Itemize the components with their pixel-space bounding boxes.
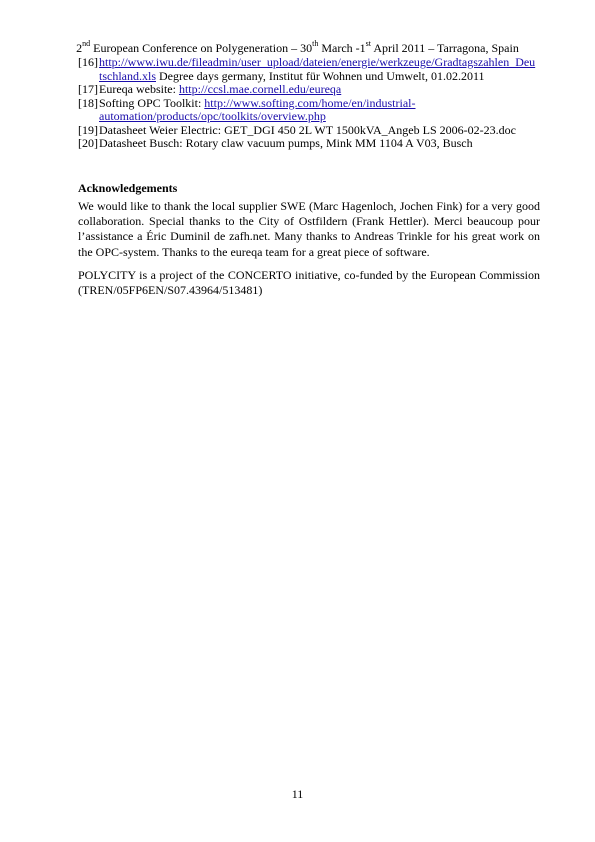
page-number: 11 <box>291 787 304 801</box>
reference-link-line1[interactable]: http://www.softing.com/home/en/industrial- <box>204 95 416 110</box>
reference-16 <box>78 56 540 83</box>
acknowledgements-paragraph: We would like to thank the local supplier SWE (Marc Hagenloch, Jochen Fink) for a very good collaboration. Special thanks to the City of Ostfildern (Frank Hettler). Merci beaucoup pour l’assistance a Éric Duminil de zafh.net. Many thanks to Andreas Trinkle for his great work on the OPC-system. Thanks to the eureqa team for a great piece of software. <box>78 199 540 259</box>
funding-paragraph: POLYCITY is a project of the CONCERTO initiative, co-funded by the European Commission (TREN/05FP6EN/S07.43964/513481) <box>78 268 540 298</box>
reference-text: Softing OPC Toolkit: <box>99 95 205 110</box>
reference-text: Eureqa website: <box>99 82 179 96</box>
header-part4: April 2011 – Tarragona, Spain <box>371 41 519 55</box>
header-sup3: st <box>365 39 372 48</box>
reference-body <box>99 83 540 97</box>
running-header <box>0 40 595 56</box>
header-sup2: th <box>312 39 319 48</box>
reference-20 <box>78 137 540 151</box>
reference-link-line2[interactable]: tschland.xls <box>99 68 156 83</box>
acknowledgements-heading: Acknowledgements <box>78 181 178 195</box>
reference-18 <box>78 97 540 124</box>
header-part2: European Conference on Polygeneration – 30 <box>90 41 313 55</box>
reference-number: [16] <box>78 55 98 69</box>
reference-number: [20] <box>78 136 98 150</box>
reference-number: [18] <box>78 95 98 110</box>
reference-body <box>99 56 540 83</box>
reference-number: [17] <box>78 82 98 96</box>
reference-text: Datasheet Busch: Rotary claw vacuum pumps, Mink MM 1104 A V03, Busch <box>99 136 473 150</box>
reference-link[interactable]: http://ccsl.mae.cornell.edu/eureqa <box>178 82 342 96</box>
header-part1: 2 <box>76 41 83 55</box>
reference-link-line2[interactable]: automation/products/opc/toolkits/overview.php <box>99 109 326 123</box>
reference-number: [19] <box>78 122 98 137</box>
reference-link-line1[interactable]: http://www.iwu.de/fileadmin/user_upload/dateien/energie/werkzeuge/Gradtagszahlen_Deu <box>99 55 536 69</box>
reference-17 <box>78 83 540 97</box>
reference-body <box>99 97 540 124</box>
reference-19 <box>78 124 540 138</box>
reference-text: Degree days germany, Institut für Wohnen und Umwelt, 01.02.2011 <box>156 68 485 83</box>
reference-text: Datasheet Weier Electric: GET_DGI 450 2L WT 1500kVA_Angeb LS 2006-02-23.doc <box>99 122 516 137</box>
header-sup1: nd <box>82 39 91 48</box>
reference-list <box>78 56 540 151</box>
header-part3: March -1 <box>318 41 366 55</box>
